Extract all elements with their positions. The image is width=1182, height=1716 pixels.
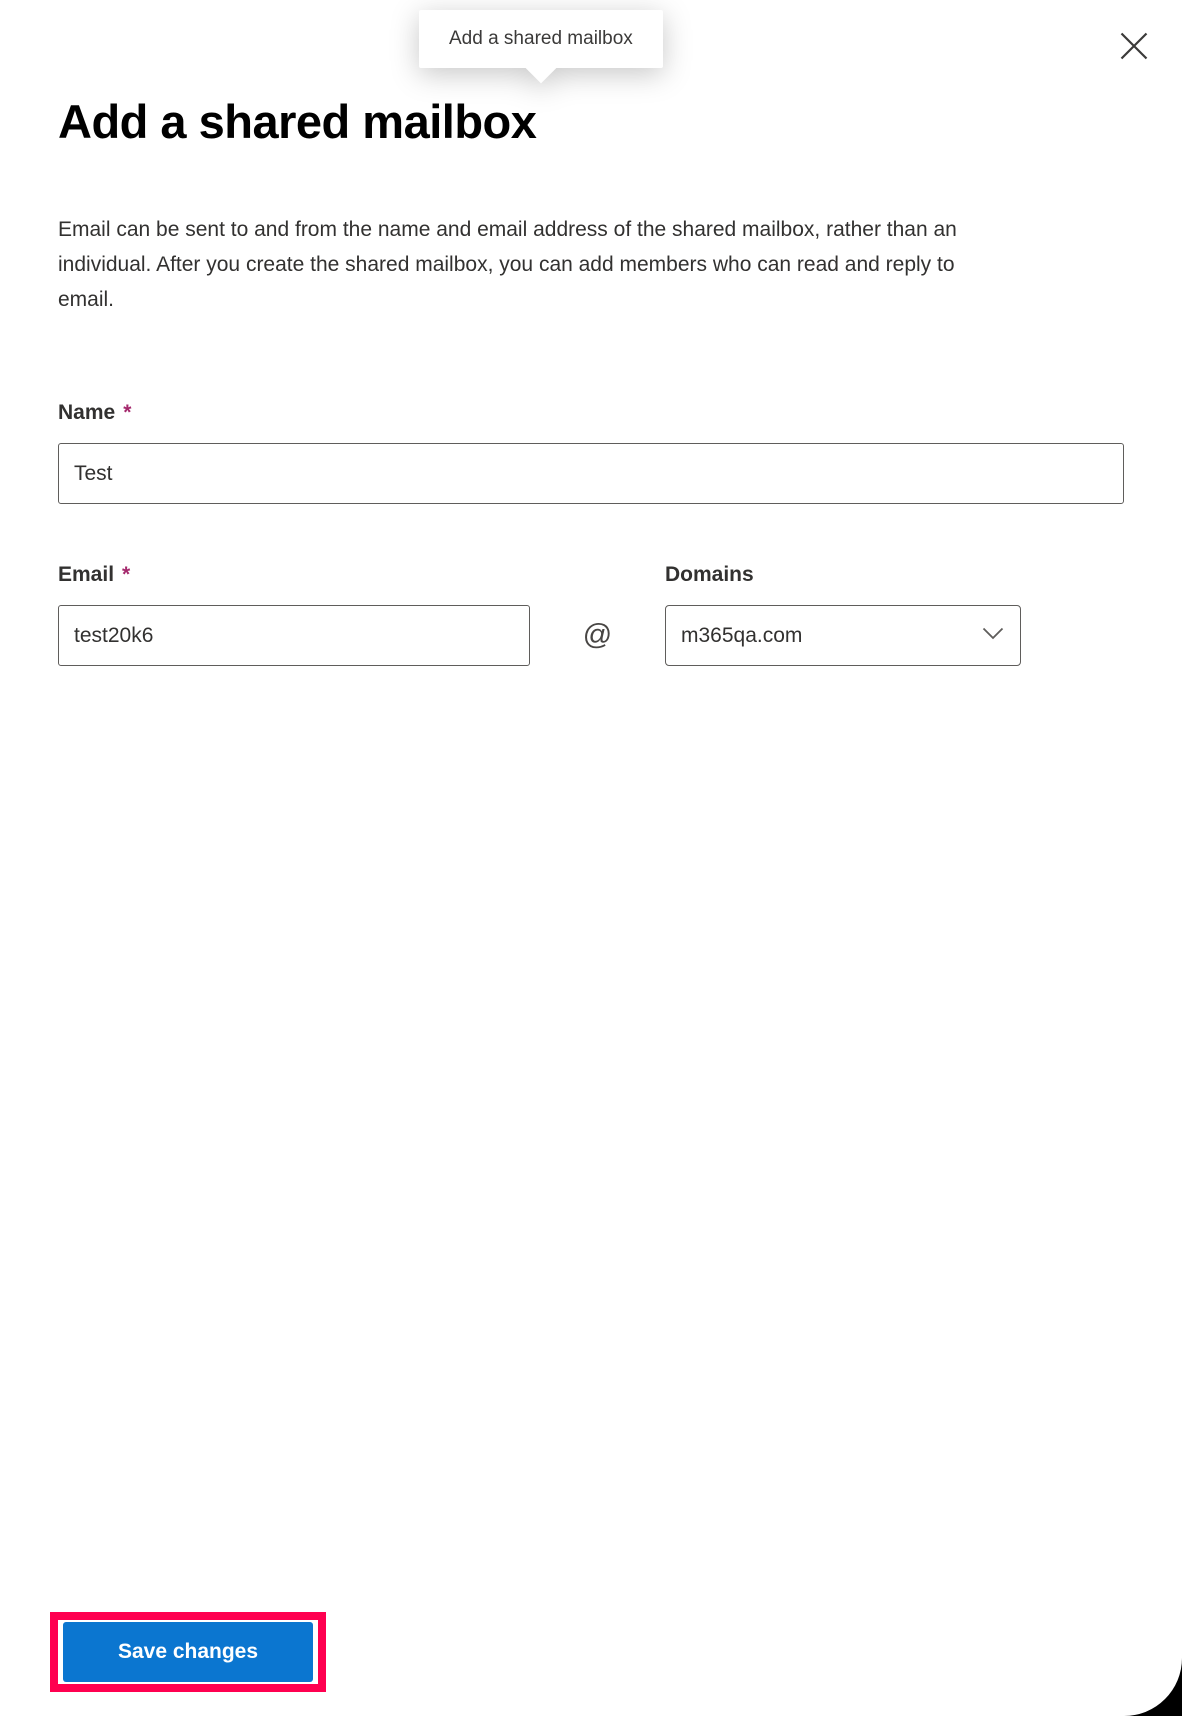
annotation-highlight-box xyxy=(50,1612,326,1692)
at-symbol: @ xyxy=(582,619,613,651)
domains-field-group xyxy=(665,562,1021,666)
panel-content xyxy=(0,92,1182,666)
close-button[interactable] xyxy=(1114,27,1154,67)
domains-label-text: Domains xyxy=(665,563,754,586)
name-input[interactable] xyxy=(58,443,1124,504)
name-field-group xyxy=(58,400,1124,504)
page-title: Add a shared mailbox xyxy=(58,95,537,148)
tooltip-label: Add a shared mailbox xyxy=(419,10,663,68)
email-input[interactable] xyxy=(58,605,530,666)
name-required-asterisk: * xyxy=(123,401,132,424)
email-field-group xyxy=(58,562,530,666)
email-required-asterisk: * xyxy=(122,563,131,586)
name-label xyxy=(58,400,1124,426)
panel-description: Email can be sent to and from the name and email address of the shared mailbox, rather than an individual. After you create the shared mailbox, you can add members who can read and reply to email. xyxy=(58,218,957,311)
tooltip xyxy=(419,10,663,68)
email-label-text: Email xyxy=(58,563,115,586)
at-separator-area xyxy=(530,605,665,666)
save-changes-button[interactable]: Save changes xyxy=(63,1622,313,1682)
domains-selected-value: m365qa.com xyxy=(681,623,803,647)
email-label xyxy=(58,562,530,588)
email-domains-row xyxy=(58,562,1124,666)
name-label-text: Name xyxy=(58,401,116,424)
close-icon xyxy=(1120,48,1148,63)
chevron-down-icon xyxy=(982,627,1004,645)
domains-dropdown[interactable] xyxy=(665,605,1021,666)
domains-label xyxy=(665,562,1021,588)
